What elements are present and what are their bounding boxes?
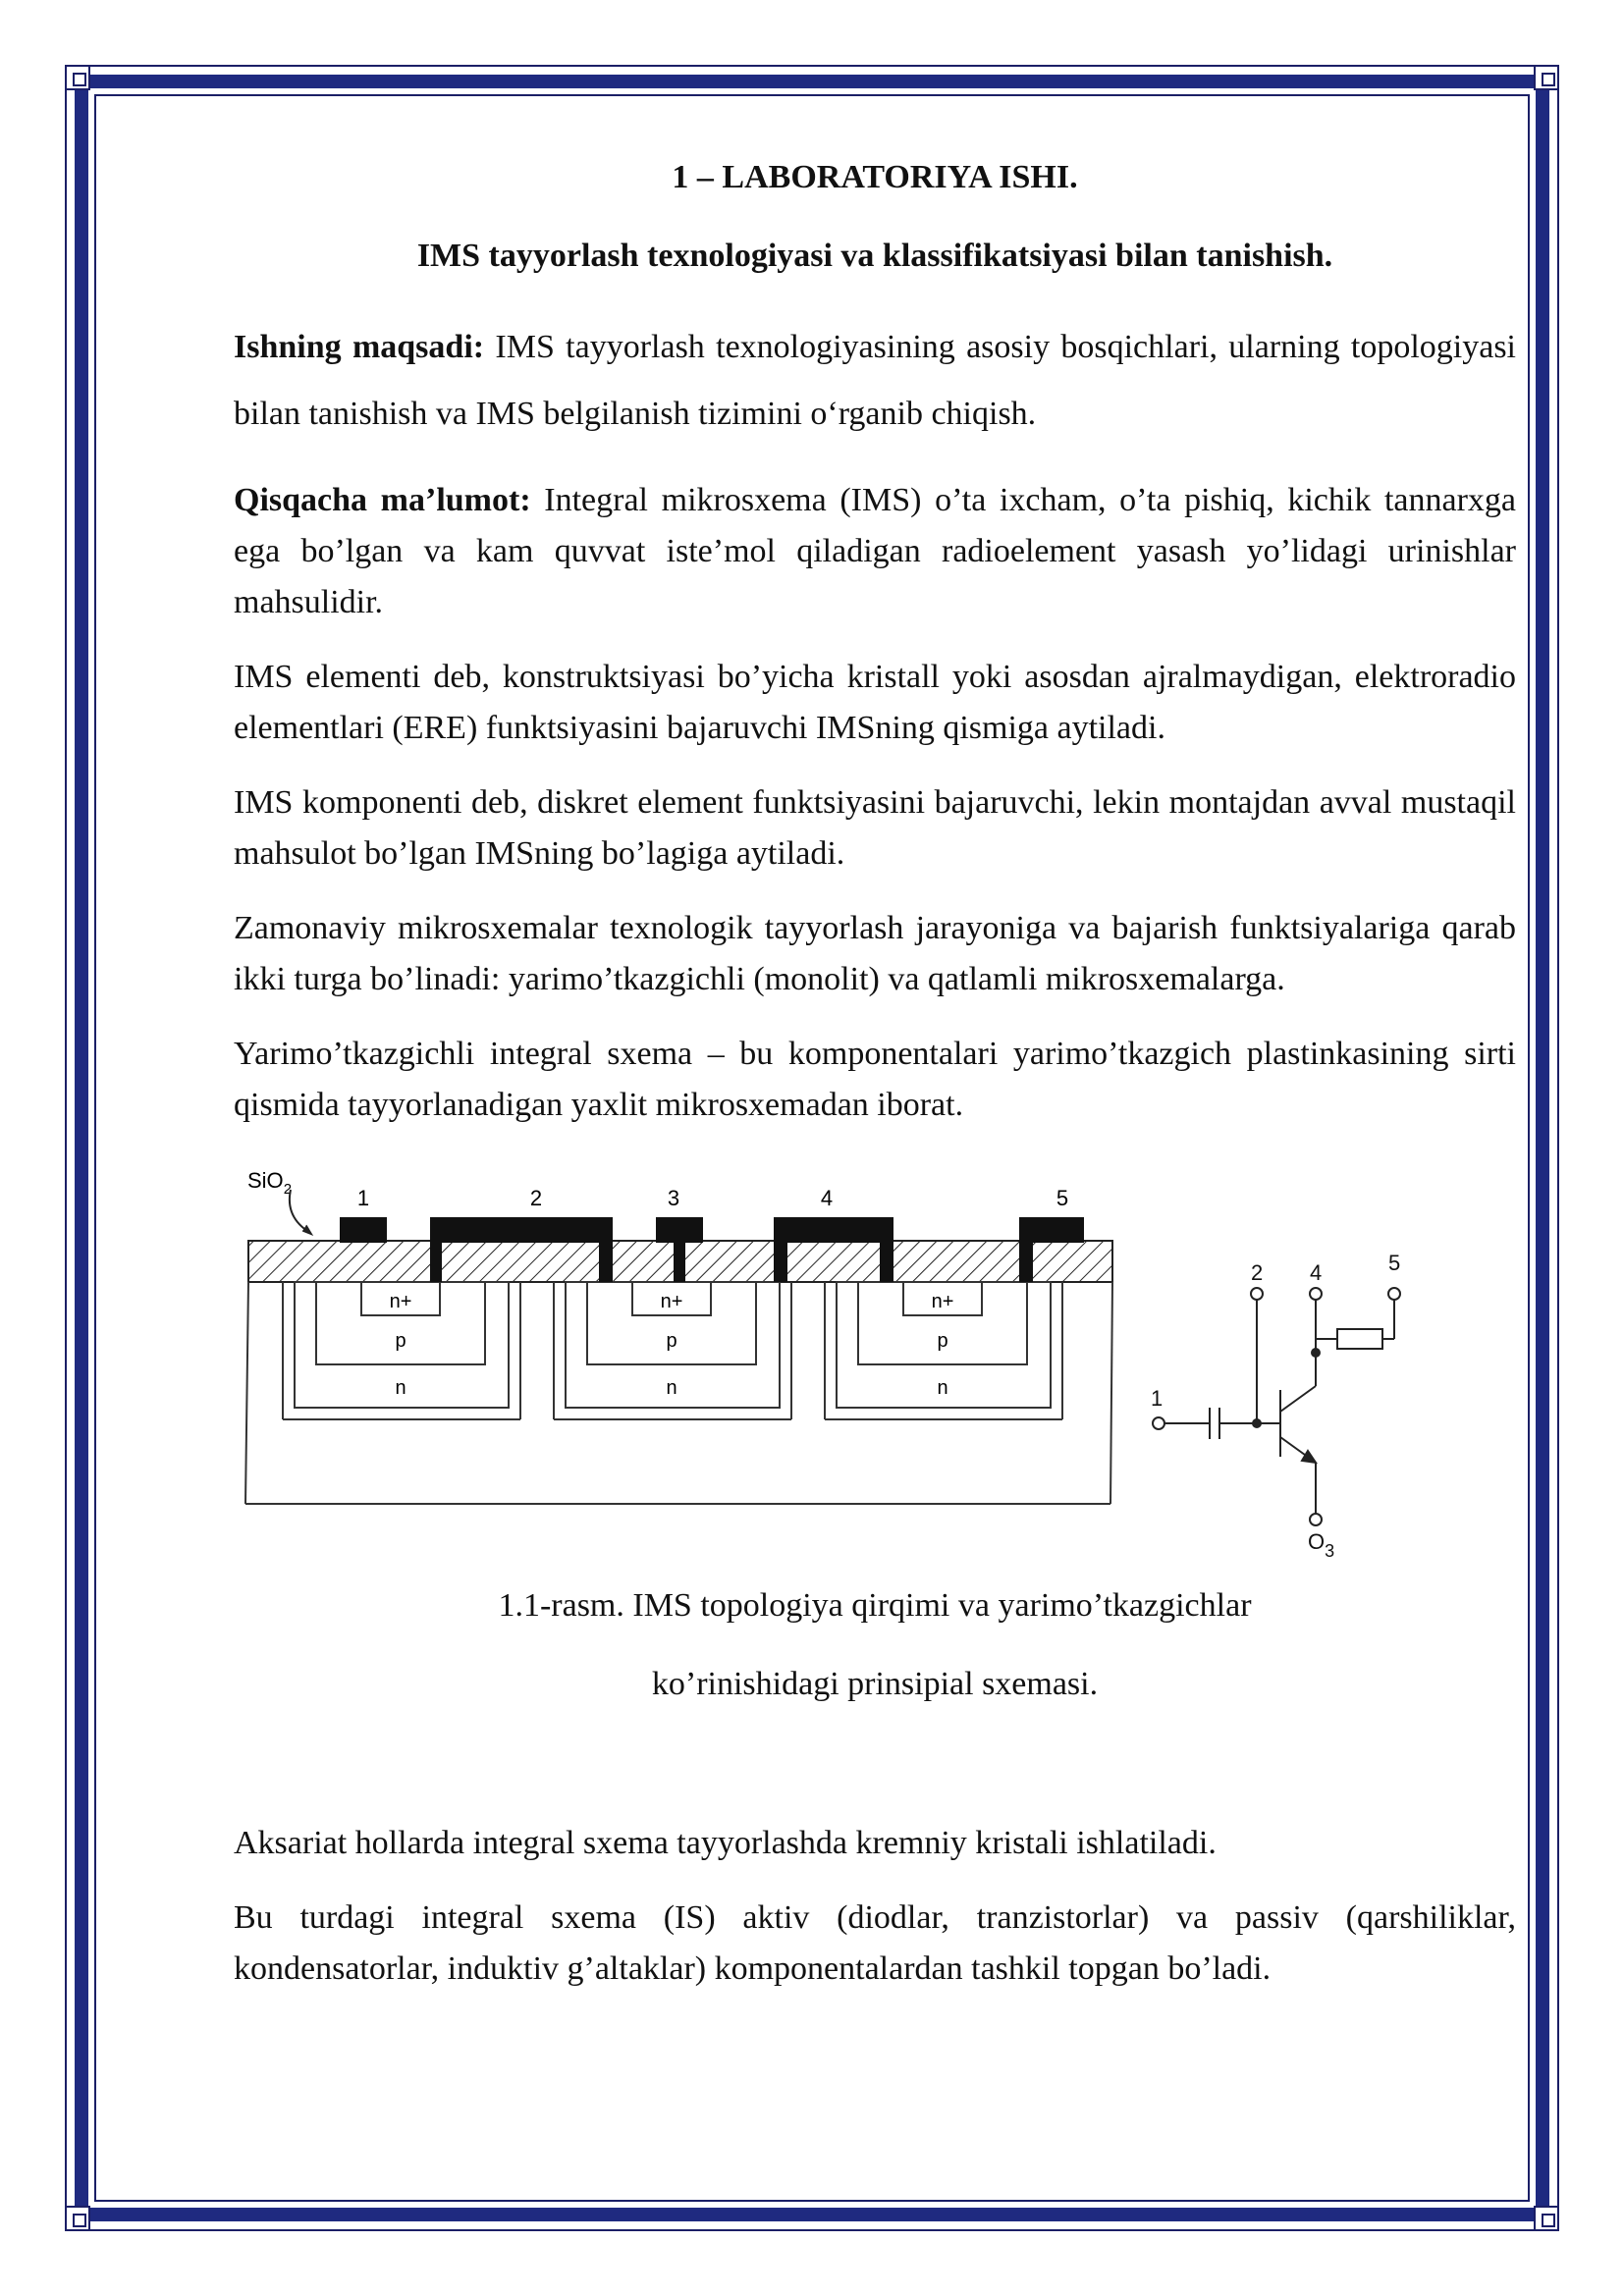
terminal-number: 1	[1151, 1386, 1164, 1411]
contact-number: 5	[1056, 1186, 1069, 1210]
summary-text: Integral mikrosxema (IMS) o’ta ixcham, o’ta pishiq, kichik tannarxga ega bo’lgan va kam quvvat iste’mol qiladigan radioelement yasash yo’lidagi urinishlar mahsulidir.	[234, 482, 1516, 620]
paragraph: Zamonaviy mikrosxemalar texnologik tayyorlash jarayoniga va bajarish funktsiyalariga qarab ikki turga bo’linadi: yarimo’tkazgichli (monolit) va qatlamli mikrosxemalarga.	[234, 910, 1516, 997]
corner-ornament	[65, 65, 90, 90]
region-label: n	[395, 1377, 406, 1399]
terminal-number: 4	[1310, 1260, 1323, 1285]
region-label: p	[395, 1330, 406, 1352]
metal-contact	[340, 1217, 387, 1243]
paragraph: Bu turdagi integral sxema (IS) aktiv (diodlar, tranzistorlar) va passiv (qarshiliklar, kondensatorlar, induktiv g’altaklar) komponentalardan tashkil topgan bo’ladi.	[234, 1899, 1516, 1987]
goal-label: Ishning maqsadi:	[234, 329, 485, 365]
paragraph: IMS komponenti deb, diskret element funktsiyasini bajaruvchi, lekin montajdan avval mustaqil mahsulot bo’lgan IMSning bo’lagiga aytiladi.	[234, 784, 1516, 872]
paragraph: Yarimo’tkazgichli integral sxema – bu komponentalari yarimo’tkazgich plastinkasining sirti qismida tayyorlanadigan yaxlit mikrosxemadan iborat.	[234, 1036, 1516, 1123]
goal-paragraph	[234, 314, 1516, 448]
sio2-label: SiO$_2$	[247, 1168, 293, 1198]
figure-svg	[234, 1160, 1516, 1573]
region-label: n+	[660, 1291, 683, 1312]
figure-caption-line-1: 1.1-rasm. IMS topologiya qirqimi va yarimo’tkazgichlar	[498, 1587, 1252, 1624]
contact-number: 1	[356, 1186, 370, 1210]
cross-section	[245, 1168, 1112, 1504]
region-label: n	[937, 1377, 948, 1399]
circuit-labels	[1151, 1251, 1400, 1561]
goal-text: IMS tayyorlash texnologiyasining asosiy bosqichlari, ularning topologiyasi bilan tanishish va IMS belgilanish tizimini o‘rganib chiqish.	[234, 329, 1516, 432]
terminal-number: 5	[1388, 1251, 1401, 1275]
region-label: p	[666, 1330, 677, 1352]
page-title: 1 – LABORATORIYA ISHI.	[672, 159, 1078, 195]
figure-caption-line-2: ko’rinishidagi prinsipial sxemasi.	[651, 1666, 1099, 1702]
figure-ims-topology	[234, 1160, 1516, 1573]
region-label: p	[937, 1330, 948, 1352]
paragraph: IMS elementi deb, konstruktsiyasi bo’yicha kristall yoki asosdan ajralmaydigan, elektroradio elementlari (ERE) funktsiyasini bajaruvchi IMSning qismiga aytiladi.	[234, 659, 1516, 746]
corner-ornament	[65, 2206, 90, 2231]
page-subtitle: IMS tayyorlash texnologiyasi va klassifikatsiyasi bilan tanishish.	[416, 238, 1333, 274]
corner-ornament	[1534, 65, 1559, 90]
contact-number: 3	[667, 1186, 680, 1210]
contact-number: 4	[820, 1186, 834, 1210]
terminal-number: 2	[1251, 1260, 1264, 1285]
region-label: n+	[931, 1291, 954, 1312]
document-body	[234, 147, 1516, 1995]
summary-paragraph	[234, 475, 1516, 628]
contact-number: 2	[529, 1186, 543, 1210]
summary-label: Qisqacha ma’lumot:	[234, 482, 531, 518]
region-label: n	[666, 1377, 677, 1399]
corner-ornament	[1534, 2206, 1559, 2231]
terminal-number: $O_3$	[1308, 1529, 1335, 1561]
circuit-schematic	[1153, 1288, 1400, 1525]
paragraph: Aksariat hollarda integral sxema tayyorlashda kremniy kristali ishlatiladi.	[234, 1825, 1217, 1861]
region-label: n+	[389, 1291, 412, 1312]
